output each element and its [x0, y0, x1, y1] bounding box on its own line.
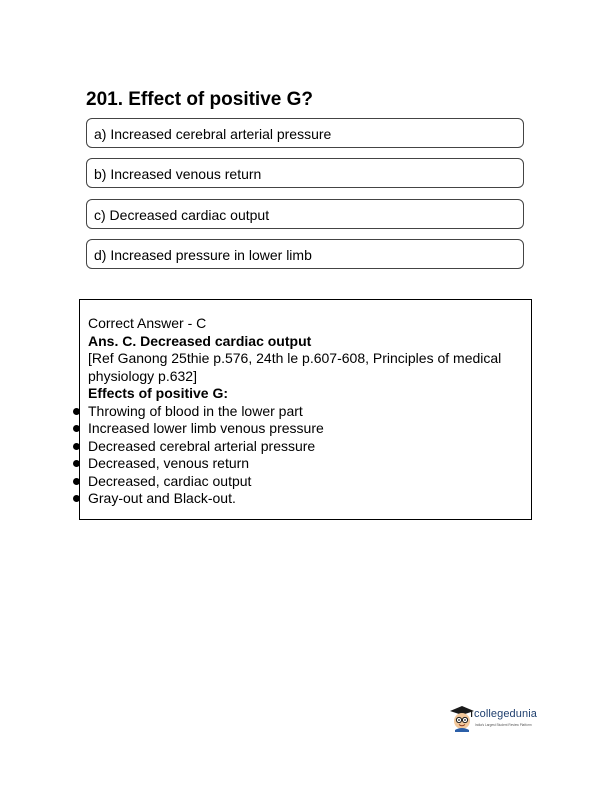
list-item [88, 438, 521, 456]
list-item [88, 420, 521, 438]
list-item-text: Increased lower limb venous pressure [88, 420, 324, 436]
answer-box [79, 299, 532, 520]
bullet-icon [73, 425, 80, 432]
option-c[interactable]: c) Decreased cardiac output [86, 199, 524, 229]
brand-logo[interactable] [449, 704, 549, 734]
effects-list [88, 403, 521, 508]
list-item-text: Gray-out and Black-out. [88, 490, 236, 506]
bullet-icon [73, 443, 80, 450]
list-item-text: Decreased, cardiac output [88, 472, 252, 489]
list-item-text: Throwing of blood in the lower part [88, 402, 303, 419]
brand-name: collegedunia [474, 708, 537, 720]
graduate-mascot-icon [449, 704, 475, 732]
bullet-icon [73, 478, 80, 485]
bullet-icon [73, 495, 80, 502]
list-item [88, 473, 521, 491]
list-item [88, 403, 521, 421]
list-item [88, 455, 521, 473]
bullet-icon [73, 408, 80, 415]
option-d[interactable]: d) Increased pressure in lower limb [86, 239, 524, 269]
answer-reference: [Ref Ganong 25thie p.576, 24th le p.607-608, Principles of medical physiology p.632] [88, 350, 502, 384]
effects-heading: Effects of positive G: [88, 385, 229, 401]
brand-tagline: India's Largest Student Review Platform [475, 723, 532, 727]
list-item-text: Decreased, venous return [88, 455, 250, 471]
option-b[interactable]: b) Increased venous return [86, 158, 524, 188]
question-title: 201. Effect of positive G? [86, 89, 313, 110]
answer-heading: Ans. C. Decreased cardiac output [88, 332, 312, 349]
list-item-text: Decreased cerebral arterial pressure [88, 437, 316, 454]
option-a[interactable]: a) Increased cerebral arterial pressure [86, 118, 524, 148]
bullet-icon [73, 460, 80, 467]
correct-answer-label: Correct Answer - C [88, 315, 207, 331]
list-item [88, 490, 521, 508]
